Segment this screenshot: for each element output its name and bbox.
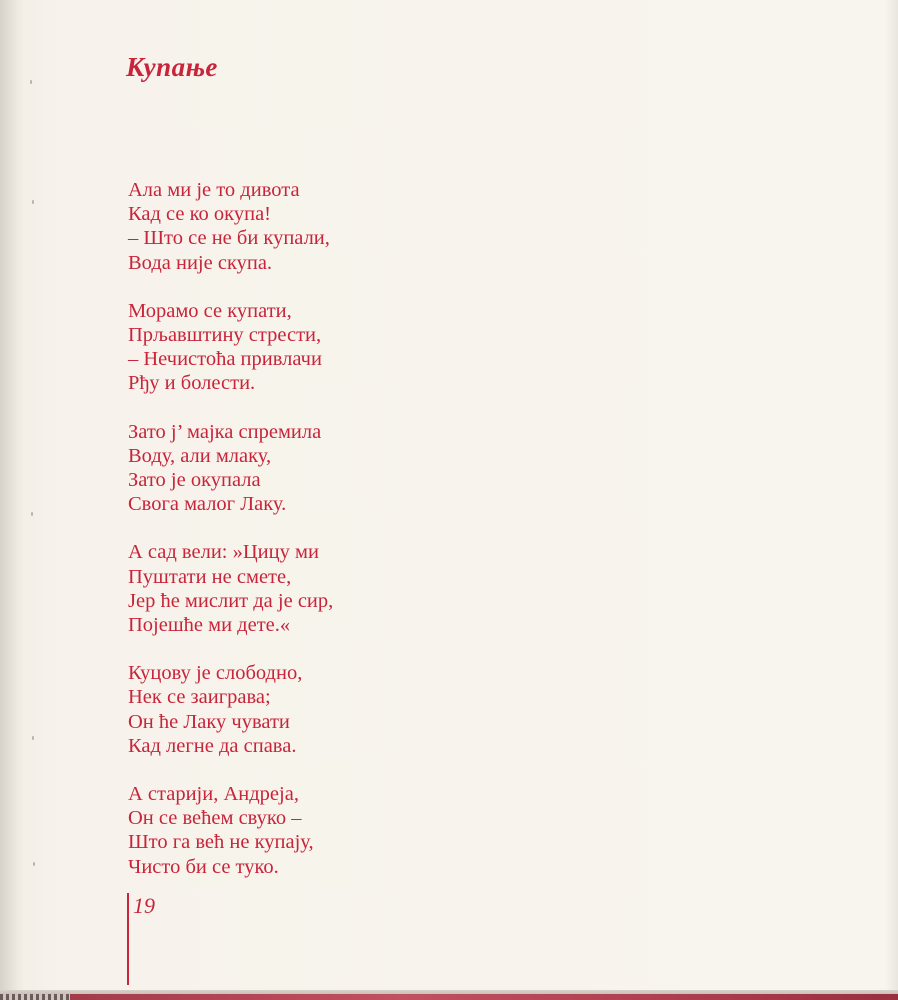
poem-title: Купање xyxy=(126,52,218,82)
binding-thread xyxy=(0,994,70,1000)
poem-line: Воду, али млаку, xyxy=(128,444,272,467)
poem-line: Он се већем свуко – xyxy=(128,807,302,830)
gutter-shadow xyxy=(0,0,24,1000)
poem-line: Куцову је слободно, xyxy=(128,662,303,685)
poem-line: Зато је окупала xyxy=(128,469,261,492)
paper-speck xyxy=(32,200,34,204)
cover-edge xyxy=(70,994,898,1000)
show-through-text xyxy=(560,55,880,325)
poem-line: Нек се заиграва; xyxy=(128,686,271,709)
poem-line: Кад се ко окупа! xyxy=(128,203,271,226)
poem-line: – Нечистоћа привлачи xyxy=(128,348,322,371)
stanza xyxy=(128,540,548,637)
page-number-rule xyxy=(127,893,129,985)
poem-line: Свога малог Лаку. xyxy=(128,493,287,516)
stanza xyxy=(128,299,548,396)
poem-line: Појешће ми дете.« xyxy=(128,614,291,637)
paper-speck xyxy=(33,862,35,866)
poem-line: Рђу и болести. xyxy=(128,372,256,395)
poem-line: Прљавштину стрести, xyxy=(128,324,322,347)
poem-line: А старији, Андреја, xyxy=(128,783,299,806)
poem-line: Вода није скупа. xyxy=(128,251,273,274)
poem-line: Морамо се купати, xyxy=(128,299,292,322)
stanza xyxy=(128,782,548,879)
poem-body xyxy=(128,178,548,903)
stanza xyxy=(128,661,548,758)
poem-line: Пуштати не смете, xyxy=(128,565,292,588)
poem-line: Чисто би се туко. xyxy=(128,855,279,878)
paper-speck xyxy=(30,80,32,84)
paper-speck xyxy=(32,736,34,740)
page-edge-shadow xyxy=(884,0,898,1000)
poem-line: Ала ми је то дивота xyxy=(128,179,300,201)
poem-line: Зато ј’ мајка спремила xyxy=(128,420,322,443)
poem-line: Јер ће мислит да је сир, xyxy=(128,589,334,612)
page-number: 19 xyxy=(133,893,155,918)
poem-line: – Што се не би купали, xyxy=(128,227,330,250)
poem-line: А сад вели: »Цицу ми xyxy=(128,541,319,564)
paper-speck xyxy=(31,512,33,516)
stanza xyxy=(128,420,548,517)
poem-line: Кад легне да спава. xyxy=(128,734,297,757)
poem-line: Он ће Лаку чувати xyxy=(128,710,290,733)
stanza xyxy=(128,178,548,275)
poem-line: Што га већ не купају, xyxy=(128,831,314,854)
